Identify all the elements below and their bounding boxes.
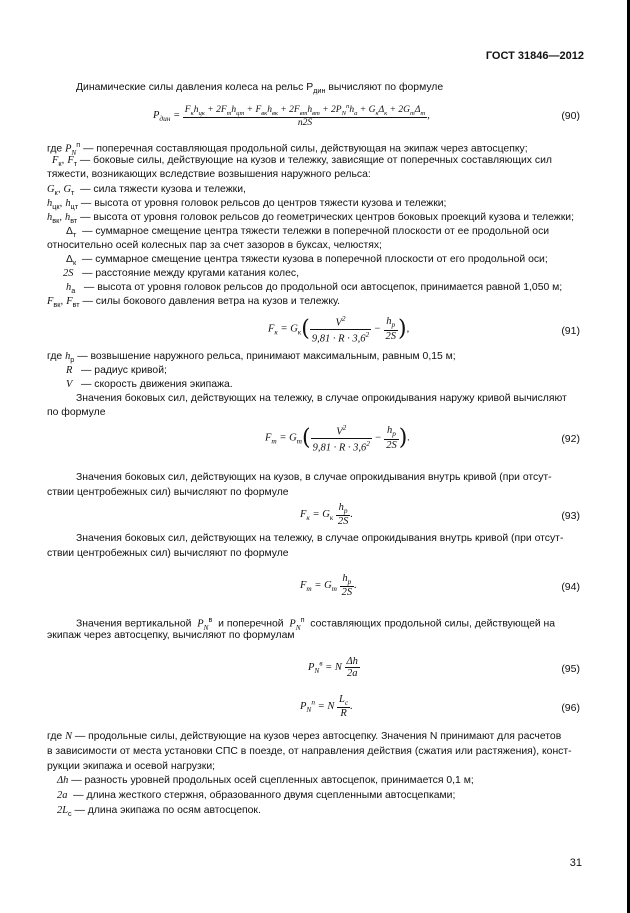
paragraph-line: экипаж через автосцепку, вычисляют по формулам [47,630,295,641]
definition-line: R — радиус кривой; [66,365,167,376]
formula-96: $P_N^п = N$ $\frac{L_с}{R}$ . [300,694,353,720]
definition-line: $h_а$ — высота от уровня головок рельсов до продольной оси автосцепок, принимается равной 1,050 м; [66,282,563,296]
definition-line: тяжести, возникающих вследствие возвышения наружного рельса: [47,169,371,180]
definition-line: где N — продольные силы, действующие на кузов через автосцепку. Значения N принимают для расчетов [47,731,562,742]
paragraph-line: Значения боковых сил, действующих на тележку, в случае опрокидывания внутрь кривой (при отсут- [76,533,564,544]
formula-90: $P_{дин}$ = $\frac{F_кh_{цк} + 2F_тh_{цт} + F_{вк}h_{вк} + 2F_{вт}h_{вт} + 2P_N^пh_а + G_к\Delta_к + 2G_т\Delta_т}{n2S}$ , [153,103,430,129]
definition-line: рукции экипажа и осевой нагрузки; [47,761,216,772]
formula-93: $F_к = G_к$ $\frac{h_р}{2S}$ . [300,502,353,528]
equation-number: (91) [561,325,580,337]
paragraph-line: Значения вертикальной $P_N^в$ и поперечной $P_N^п$ составляющих продольной силы, действующей на [76,615,556,632]
definition-line: 2a — длина жесткого стержня, образованного двумя сцепленными автосцепками; [57,790,456,801]
definition-line: где $P_N^п$ — поперечная составляющая продольной силы, действующая на экипаж через автосцепку; [47,140,528,157]
definition-line: V — скорость движения экипажа. [66,379,233,390]
page-number: 31 [569,857,582,869]
equation-number: (95) [561,663,580,675]
formula-92: $F_т = G_т$( $\frac{V^2}{9,81 \cdot R \cdot 3,6^2}$ − $\frac{h_р}{2S}$ ). [265,423,410,453]
definition-line: $G_к$, $G_т$ — сила тяжести кузова и тележки, [47,184,246,198]
definition-line: 2S — расстояние между кругами катания колес, [63,268,299,279]
definition-line: $F_к$, $F_т$ — боковые силы, действующие на кузов и тележку, зависящие от поперечных составляющих сил [52,155,552,169]
paragraph-line: по формуле [47,407,106,418]
equation-number: (90) [561,110,580,122]
paragraph-line: ствии центробежных сил) вычисляют по формуле [47,487,289,498]
equation-number: (93) [561,510,580,522]
equation-number: (94) [561,581,580,593]
document-header: ГОСТ 31846—2012 [485,50,584,62]
definition-line: в зависимости от места установки СПС в поезде, от направления действия (сжатия или растяжения), конст- [47,746,572,757]
definition-line: $F_{вк}$, $F_{вт}$ — силы бокового давления ветра на кузов и тележку. [47,296,341,310]
formula-91: $F_к = G_к$( $\frac{V^2}{9,81 \cdot R \cdot 3,6^2}$ − $\frac{h_р}{2S}$ ), [268,314,410,344]
definition-line: $\Delta_к$ — суммарное смещение центра тяжести кузова в поперечной плоскости от его продольной оси; [66,254,548,268]
formula-94: $F_т = G_m$ $\frac{h_р}{2S}$ . [300,573,357,599]
paragraph-line: Значения боковых сил, действующих на тележку, в случае опрокидывания наружу кривой вычисляют [76,393,567,404]
paragraph-line: Значения боковых сил, действующих на кузов, в случае опрокидывания внутрь кривой (при отсут- [76,472,552,483]
paragraph-line: Динамические силы давления колеса на рельс $P_{дин}$ вычисляют по формуле [76,82,444,96]
definition-line: относительно осей колесных пар за счет зазоров в буксах, челюстях; [47,240,382,251]
definition-line: Δh — разность уровней продольных осей сцепленных автосцепок, принимается 0,1 м; [57,775,474,786]
paragraph-line: ствии центробежных сил) вычисляют по формуле [47,548,289,559]
definition-line: $h_{цк}$, $h_{цт}$ — высота от уровня головок рельсов до центров тяжести кузова и тележки; [47,198,447,212]
formula-95: $P_N^в = N$ $\frac{\Delta h}{2a}$ [308,656,358,679]
definition-line: $2L_с$ — длина экипажа по осям автосцепок. [57,805,261,819]
definition-line: $\Delta_т$ — суммарное смещение центра тяжести тележки в поперечной плоскости от ее продольной оси [66,226,550,240]
equation-number: (92) [561,433,580,445]
equation-number: (96) [561,702,580,714]
definition-line: где $h_р$ — возвышение наружного рельса, принимают максимальным, равным 0,15 м; [47,351,456,365]
definition-line: $h_{вк}$, $h_{вт}$ — высота от уровня головок рельсов до геометрических центров боковых проекций кузова и тележки; [47,212,574,226]
